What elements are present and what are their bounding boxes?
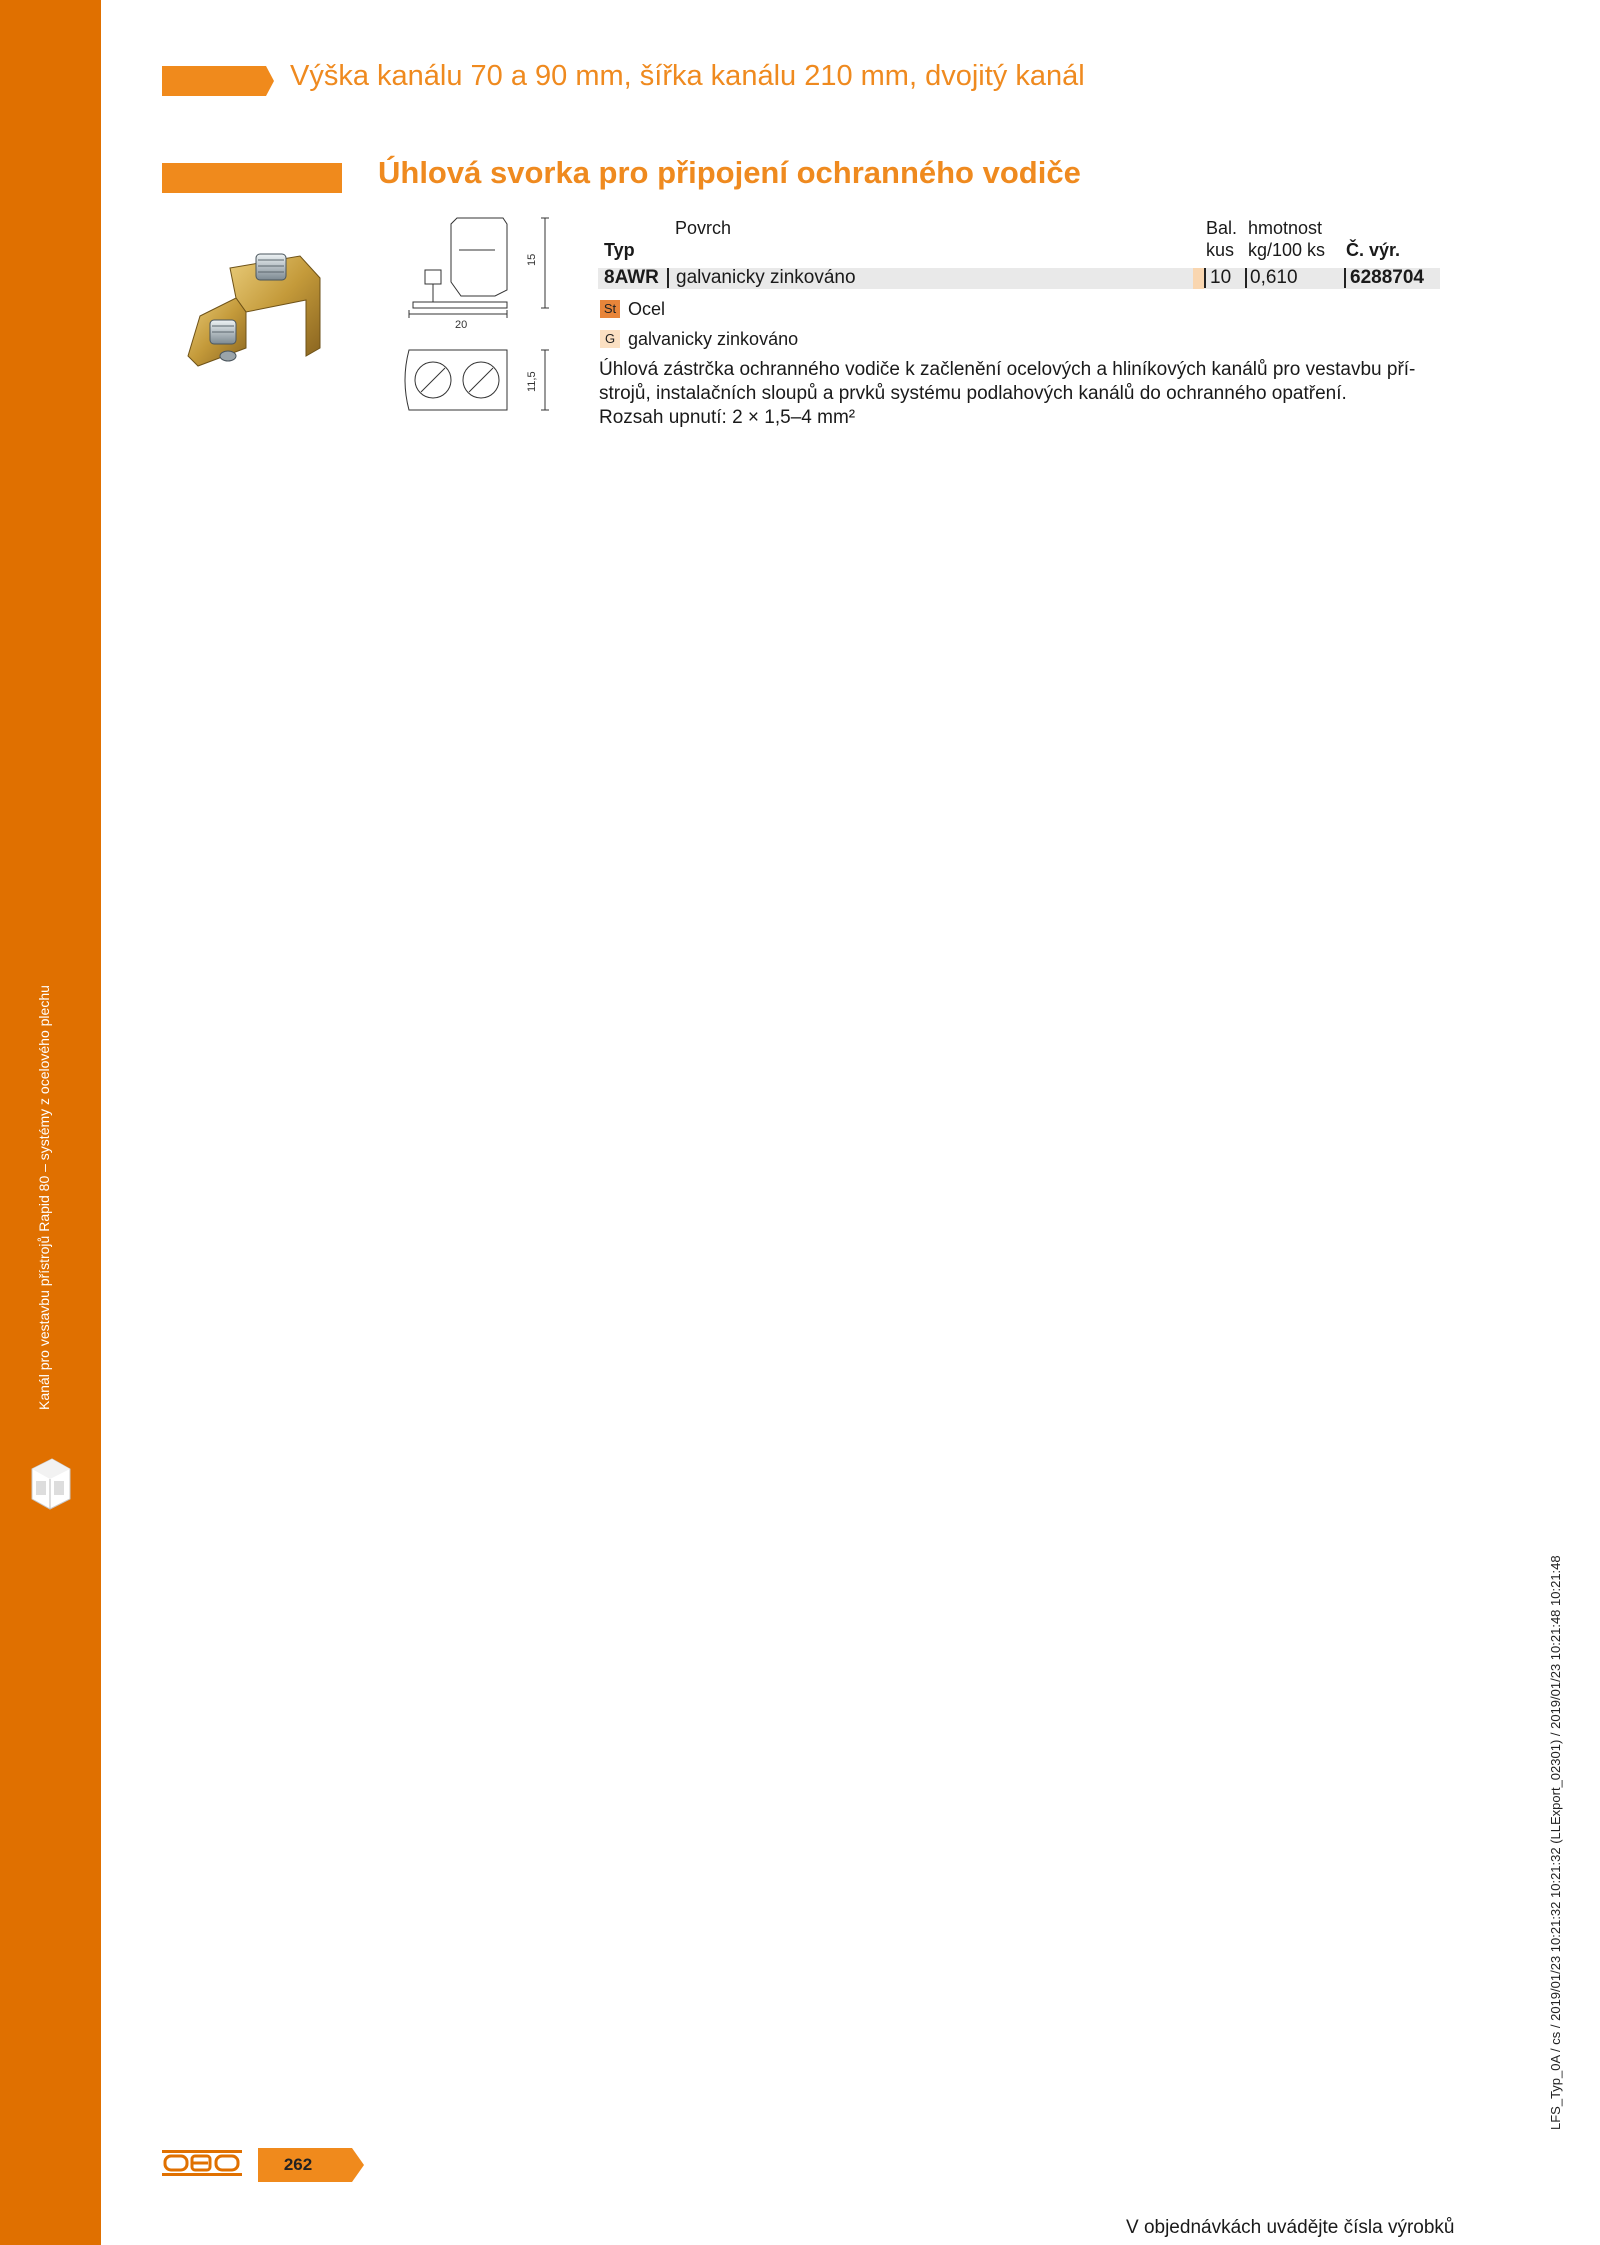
header-typ: Typ xyxy=(604,240,635,260)
cell-povrch: galvanicky zinkováno xyxy=(676,267,856,288)
footer-note: V objednávkách uvádějte čísla výrobků xyxy=(1126,2217,1455,2238)
header-bal: Bal. xyxy=(1206,218,1238,238)
product-description xyxy=(599,358,1439,430)
cable-duct-icon xyxy=(28,1455,74,1511)
dim-height: 15 xyxy=(526,253,538,266)
table-row-accent xyxy=(1193,268,1204,289)
cell-typ: 8AWR xyxy=(604,267,659,288)
cell-kus: 10 xyxy=(1210,267,1232,288)
legend-label-st: Ocel xyxy=(628,299,666,319)
export-meta-text: LFS_Typ_0A / cs / 2019/01/23 10:21:32 10:21:32 (LLExport_02301) / 2019/01/23 10:21:48 10:21:48 xyxy=(1548,1555,1563,2130)
legend-badge-st: St xyxy=(600,300,620,318)
page-title: Výška kanálu 70 a 90 mm, šířka kanálu 210 mm, dvojitý kanál xyxy=(290,60,1085,92)
dim-depth: 11,5 xyxy=(526,371,538,392)
cell-hmotnost: 0,610 xyxy=(1250,267,1298,288)
dim-width: 20 xyxy=(455,319,468,331)
description-line-2: strojů, instalačních sloupů a prvků systému podlahových kanálů do ochranného opatření. xyxy=(599,383,1347,404)
section-bar xyxy=(162,163,342,193)
header-kg: kg/100 ks xyxy=(1248,240,1326,260)
legend-badge-g: G xyxy=(600,330,620,348)
description-line-1: Úhlová zástrčka ochranného vodiče k začlenění ocelových a hliníkových kanálů pro vestavbu pří- xyxy=(599,359,1416,380)
technical-drawing xyxy=(395,210,555,420)
cell-separator xyxy=(1204,268,1206,288)
page-number: 262 xyxy=(283,2155,313,2174)
cell-cislo: 6288704 xyxy=(1350,267,1424,288)
legend-label-g: galvanicky zinkováno xyxy=(628,329,799,349)
header-povrch: Povrch xyxy=(675,218,732,238)
cell-separator xyxy=(1245,268,1247,288)
sidebar-vertical-text: Kanál pro vestavbu přístrojů Rapid 80 – systémy z ocelového plechu xyxy=(36,985,52,1410)
obo-logo xyxy=(162,2150,242,2176)
header-kus: kus xyxy=(1206,240,1235,260)
header-hmotnost: hmotnost xyxy=(1248,218,1323,238)
description-line-3: Rozsah upnutí: 2 × 1,5–4 mm² xyxy=(599,407,856,428)
cell-separator xyxy=(1344,268,1346,288)
header-cislo: Č. výr. xyxy=(1346,240,1401,260)
cell-separator xyxy=(667,268,669,288)
section-title: Úhlová svorka pro připojení ochranného vodiče xyxy=(378,155,1081,190)
angle-clamp-photo xyxy=(170,238,330,388)
header-arrow-icon xyxy=(162,66,274,96)
